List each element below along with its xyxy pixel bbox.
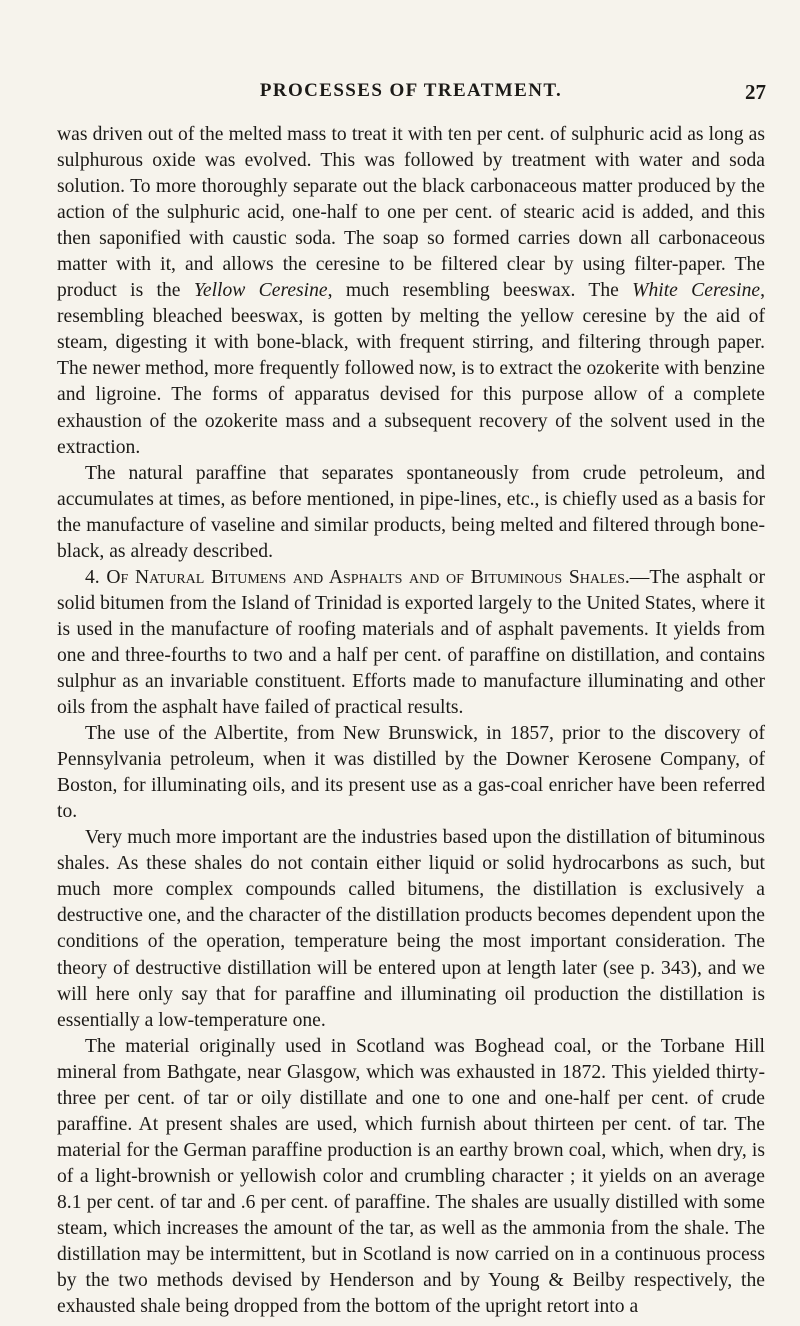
section-heading: 4. Of Natural Bitumens and Asphalts and of Bituminous Shales. [85, 566, 630, 588]
italic-term-yellow-ceresine: Yellow Ceresine [193, 280, 328, 302]
italic-term-white-ceresine: White Ceresine [632, 280, 761, 302]
paragraph-section-4 [57, 565, 765, 721]
running-head [56, 80, 766, 108]
page-number: 27 [745, 80, 766, 104]
body-text [57, 122, 765, 1320]
paragraph-text: —The asphalt or solid bitumen from the Island of Trinidad is exported largely to the United States, where it is used in the manufacture of roofing materials and of asphalt pavements. It yields from one and three-fourths to two and a half per cent. of paraffine on distillation, and contains sulphur as an invariable constituent. Efforts made to manufacture illuminating and other oils from the asphalt have failed of practical results. [57, 566, 765, 719]
paragraph-scotland-material: The material originally used in Scotland was Boghead coal, or the Torbane Hill mineral from Bathgate, near Glasgow, which was exhausted in 1872. This yielded thirty-three per cent. of tar or oily distillate and one to one and one-half per cent. of crude paraffine. At present shales are used, which furnish about thirteen per cent. of tar. The material for the German paraffine production is an earthy brown coal, which, when dry, is of a light-brownish or yellowish color and crumbling character ; it yields on an average 8.1 per cent. of tar and .6 per cent. of paraffine. The shales are usually distilled with some steam, which increases the amount of the tar, as well as the ammonia from the shale. The distillation may be intermittent, but in Scotland is now carried on in a continuous process by the two methods devised by Henderson and by Young & Beilby respectively, the exhausted shale being dropped from the bottom of the upright retort into a [57, 1035, 765, 1318]
paragraph-albertite: The use of the Albertite, from New Brunswick, in 1857, prior to the discovery of Pennsylvania petroleum, when it was distilled by the Downer Kerosene Company, of Boston, for illuminating oils, and its present use as a gas-coal enricher have been referred to. [57, 723, 765, 823]
running-title: PROCESSES OF TREATMENT. [259, 80, 563, 101]
paragraph-natural-paraffine: The natural paraffine that separates spontaneously from crude petroleum, and accumulates at times, as before mentioned, in pipe-lines, etc., is chiefly used as a basis for the manufacture of vaseline and similar products, being melted and filtered through bone-black, as already described. [57, 462, 765, 562]
paragraph-text: , resembling bleached beeswax, is gotten by melting the yellow ceresine by the aid of steam, digesting it with bone-black, with frequent stirring, and filtering through paper. The newer method, more frequently followed now, is to extract the ozokerite with benzine and ligroine. The forms of apparatus devised for this purpose allow of a complete exhaustion of the ozokerite mass and a subsequent recovery of the solvent used in the extraction. [57, 280, 766, 458]
paragraph-text: , much resembling beeswax. The [327, 280, 633, 302]
paragraph-bituminous-shales: Very much more important are the industries based upon the distillation of bituminous shales. As these shales do not contain either liquid or solid hydrocarbons as such, but much more complex compounds called bitumens, the distillation is exclusively a destructive one, and the character of the distillation products becomes dependent upon the conditions of the operation, temperature being the most important consideration. The theory of destructive distillation will be entered upon at length later (see p. 343), and we will here only say that for paraffine and illuminating oil production the distillation is essentially a low-temperature one. [57, 827, 765, 1031]
paragraph-text: was driven out of the melted mass to treat it with ten per cent. of sulphuric acid as long as sulphurous oxide was evolved. This was followed by treatment with water and soda solution. To more thoroughly separate out the black carbonaceous matter produced by the action of the sulphuric acid, one-half to one per cent. of stearic acid is added, and this then saponified with caustic soda. The soap so formed carries down all carbonaceous matter with it, and allows the ceresine to be filtered clear by using filter-paper. The product is the [57, 124, 765, 302]
paragraph-ceresine [57, 122, 765, 461]
